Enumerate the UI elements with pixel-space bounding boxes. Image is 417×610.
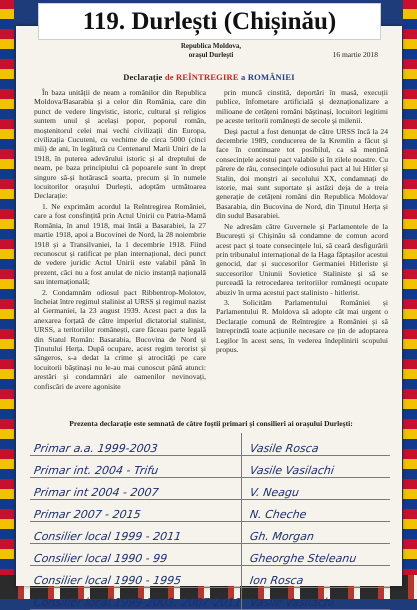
signature-name-cell [242, 455, 390, 477]
signature-name: Gheorghe Steleanu [249, 551, 358, 565]
page-title: 119. Durlești (Chișinău) [82, 7, 337, 35]
signature-row [30, 455, 390, 477]
signature-role-cell [30, 455, 242, 477]
signature-name-cell [242, 543, 390, 565]
signature-role: Primar a.a. 1999-2003 [33, 441, 159, 455]
signatures-intro: Prezenta declarație este semnată de către foștii primari și consilieri ai orașului Durlești: [69, 419, 353, 428]
signature-row [30, 521, 390, 543]
paragraph: 3. Solicităm Parlamentului României și Parlamentului R. Moldova să adopte cât mai urgent o Declarație comună de Reîntregire a României și să întreprindă toate acțiunile necesare ce țin de adoptarea Legilor în acest sens, în vederea îndeplinirii scopului propus. [216, 297, 388, 354]
document-date: 16 martie 2018 [332, 50, 378, 59]
title-banner [38, 3, 381, 40]
signature-name: V. Neagu [249, 485, 301, 499]
signature-name: Gh. Morgan [249, 529, 316, 543]
title-suffix: a ROMÂNIEI [241, 72, 295, 82]
signature-role-cell [30, 521, 242, 543]
signature-role-cell [30, 543, 242, 565]
signatures-table [30, 433, 390, 610]
signature-role-cell [30, 565, 242, 587]
signature-row [30, 565, 390, 587]
decorative-frame-left [0, 0, 14, 599]
signature-role: Consilier local 1999 - 2011 [33, 529, 183, 543]
paragraph: În baza unității de neam a românilor din Republica Moldova/Basarabia și a celor din România, care din punct de vedere lingvistic, istoric, cultural și religios suntem unul și același popor, poporul român, moștenitorul celei mai vechi civilizații din Europa, civilizația Cucuteni, cu vechime de circa 5000 (cinci mii) de ani, în legătură cu Centenarul Marii Uniri de la 1918, în puterea adevărului istoric și al dreptului de neam, pe baza principiului că popoarele sunt în drept singure să-și hotărască soarta, precum și în numele locuitorilor orașului Durlești, adoptăm următoarea Declarație: [34, 88, 206, 201]
signature-role: Consilier local 1990 - 99 [33, 551, 169, 565]
signature-row [30, 477, 390, 499]
text-column-left [34, 88, 206, 392]
signature-role: Primar int. 2004 - Trifu [33, 463, 160, 477]
paragraph: prin muncă cinstită, deportări în masă, execuții publice, înfometare artificială și deznaționalizare a milioane de cetățeni români băștinași, locuitori legitimi pe aceste teritorii românești de secole și milenii. [216, 88, 388, 126]
paragraph: 2. Condamnăm odiosul pact Ribbentrop-Molotov, încheiat între regimul stalinist al URSS și regimul nazist al Germaniei, la 23 august 1939. Acest pact a dus la anexarea forțată de către imperiul dictatorial stalinist, URSS, a teritoriilor românești, care făceau parte legală din Statul Român: Basarabia, Bucovina de Nord și Ținutului Herța. După ocupare, acest regim terorist și sângeros, s-a dedat la crime și atrocități pe care locuitorii băștinași nu le-au mai cunoscut până atunci: arestări și condamnări ale oamenilor nevinovați, confiscări de avere agonisite [34, 287, 206, 391]
document-title [16, 72, 402, 82]
signature-name: Vasile Rosca [249, 441, 320, 455]
declaration-document [16, 26, 402, 609]
paragraph: 1. Ne exprimăm acordul la Reîntregirea României, care a fost consfințită prin Actul Unirii cu Patria-Mamă România, în anul 1918, mai întâi a Basarabiei, la 27 martie 1918, apoi a Bucovinei de Nord, la 28 noiembrie 1918 și a Transilvaniei, la 1 decembrie 1918. Fiind recunoscut și ratificat pe plan internațional, deci punct de vedere juridic Actul Unirii este valabil până în prezent, căci nu a fost anulat de nicio instanță națională sau internațională; [34, 201, 206, 287]
signature-name-cell [242, 521, 390, 543]
paragraph: Deși pactul a fost denunțat de către URSS încă la 24 decembrie 1989, conducerea de la Kremlin a făcut și face în continuare tot posibilul, ca să mențină consecințele acestui pact valabile și în zilele noastre. Cu părere de rău, consecințele odiosului pact al lui Hitler și Stalin, doi monștri ai secolului XX, condamnați de istorie, mai sunt suportate și astăzi deja de a treia generație de cetățeni români din Republica Moldova/ Basarabia, din Bucovina de Nord, din Ținutul Herța și din sudul Basarabiei. [216, 126, 388, 221]
signature-row [30, 499, 390, 521]
title-prefix: Declarație [123, 72, 165, 82]
letterhead-line: orașul Durlești [188, 51, 234, 59]
signature-row [30, 543, 390, 565]
signature-name-cell [242, 433, 390, 455]
decorative-frame-right [403, 0, 417, 599]
letterhead [136, 42, 286, 60]
signature-role: Consilier local 1999-2003; 2007-2011 [33, 595, 243, 609]
signature-name-cell [242, 499, 390, 521]
signature-name: N. Cheche [249, 507, 308, 521]
signature-name: Ion Rosca [249, 573, 305, 587]
signature-role-cell [30, 477, 242, 499]
signature-name: Vasile Vasilachi [249, 595, 336, 609]
signature-name-cell [242, 565, 390, 587]
signature-role: Primar 2007 - 2015 [33, 507, 142, 521]
paragraph: Ne adresăm către Guvernele și Parlamentele de la București și Chișinău să condamne de comun acord acest pact și toate consecințele lui, să ceară desfigurării prin tribunalul internațional de la Haga făptașilor acestui genocid, dar și succesorilor Germaniei Hitleriste și succesorilor Uniunii Sovietice Staliniste și să se purceadă la retrocedarea teritoriilor românești ocupate abuziv în urma acestui pact stalinisto - hitlerist. [216, 221, 388, 297]
signature-row [30, 433, 390, 455]
signature-role: Consilier local 1990 - 1995 [33, 573, 183, 587]
signature-role-cell [30, 587, 242, 609]
signature-role-cell [30, 499, 242, 521]
signature-name: Vasile Vasilachi [249, 463, 336, 477]
signature-row [30, 587, 390, 609]
letterhead-line: Republica Moldova, [180, 42, 242, 50]
signature-name-cell [242, 587, 390, 609]
title-middle: de REÎNTREGIRE [164, 72, 242, 82]
text-column-right [216, 88, 388, 355]
signature-role-cell [30, 433, 242, 455]
signature-role: Primar int 2004 - 2007 [33, 485, 160, 499]
signature-name-cell [242, 477, 390, 499]
